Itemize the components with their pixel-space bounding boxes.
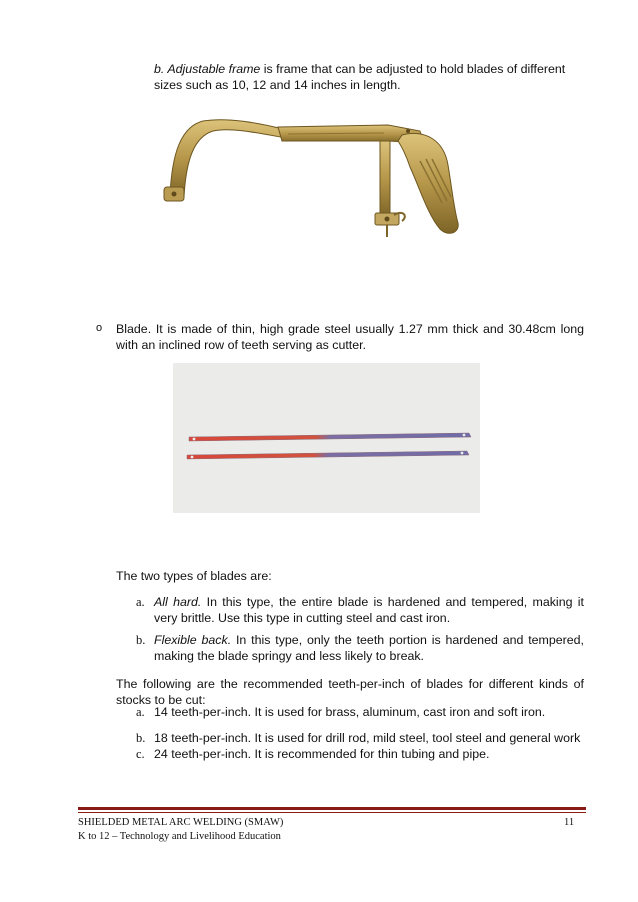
footer-program: K to 12 – Technology and Livelihood Education (78, 831, 281, 842)
hacksaw-blades-photo (173, 363, 480, 513)
adjustable-frame-term: b. Adjustable frame (154, 62, 261, 76)
teeth-item-18: 18 teeth-per-inch. It is used for drill rod, mild steel, tool steel and general work (154, 731, 581, 745)
blade-type-flexible-back (154, 632, 584, 664)
blade-upper (189, 433, 471, 441)
blade-type-text: In this type, only the teeth portion is hardened and tempered, making the blade springy and less likely to break. (154, 633, 584, 663)
blade-lower (187, 451, 469, 459)
blade-type-all-hard (154, 594, 584, 626)
blade-type-term: Flexible back. (154, 633, 232, 647)
blade-types-intro: The two types of blades are: (116, 569, 272, 583)
teeth-marker-a: a. (136, 705, 145, 719)
footer-page-number: 11 (564, 817, 575, 828)
teeth-marker-b: b. (136, 731, 146, 745)
teeth-marker-c: c. (136, 747, 145, 761)
footer-rule-thick (78, 807, 586, 810)
blade-type-text: In this type, the entire blade is hardened and tempered, making it very brittle. Use this type in cutting steel and cast iron. (154, 595, 584, 625)
hacksaw-frame-icon (158, 105, 468, 245)
adjustable-frame-text: is frame that can be adjusted to hold blades of different sizes such as 10, 12 and 14 inches in length. (154, 62, 566, 92)
adjustable-frame-paragraph (154, 61, 590, 93)
blade-type-term: All hard. (154, 595, 202, 609)
blade-bullet: o (96, 322, 103, 334)
blade-type-marker-a: a. (136, 595, 145, 609)
blade-paragraph: Blade. It is made of thin, high grade steel usually 1.27 mm thick and 30.48cm long with an inclined row of teeth serving as cutter. (116, 322, 584, 352)
blade-type-marker-b: b. (136, 633, 146, 647)
footer-course-title: SHIELDED METAL ARC WELDING (SMAW) (78, 817, 284, 828)
teeth-intro: The following are the recommended teeth-per-inch of blades for different kinds of stocks to be cut: (116, 677, 584, 707)
footer-rule-thin (78, 812, 586, 813)
teeth-item-24: 24 teeth-per-inch. It is recommended for thin tubing and pipe. (154, 747, 490, 761)
hacksaw-blades-icon (173, 363, 480, 513)
teeth-item-14: 14 teeth-per-inch. It is used for brass, aluminum, cast iron and soft iron. (154, 705, 546, 719)
